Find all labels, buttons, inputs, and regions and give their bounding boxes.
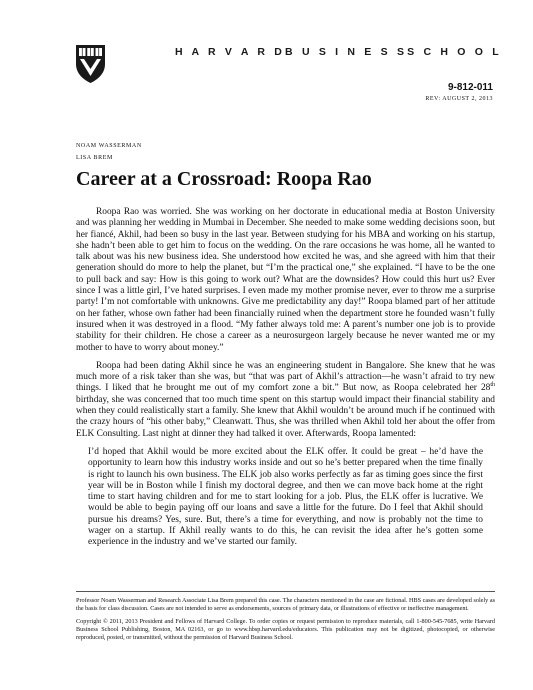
case-body [76, 207, 495, 549]
revision-date: REV: AUGUST 2, 2013 [425, 96, 493, 102]
body-paragraph [76, 361, 495, 440]
ordinal-suffix: th [490, 382, 495, 389]
case-title: Career at a Crossroad: Roopa Rao [76, 168, 372, 190]
footer-note: Professor Noam Wasserman and Research Associate Lisa Brem prepared this case. The characters mentioned in the case are fictional. HBS cases are developed solely as the basis for class discussion. Cases are not intended to serve as endorsements, sources of primary data, or illustrations of effective or ineffective management. [76, 597, 495, 612]
footer-copyright: Copyright © 2011, 2013 President and Fellows of Harvard College. To order copies or request permission to reproduce materials, call 1-800-545-7685, write Harvard Business School Publishing, Boston, MA 02163, or go to www.hbsp.harvard.edu/educators. This publication may not be digitized, photocopied, or otherwise reproduced, posted, or transmitted, without the permission of Harvard Business School. [76, 618, 495, 641]
masthead-word-harvard: H A R V A R D [175, 46, 286, 58]
body-paragraph: Roopa Rao was worried. She was working on her doctorate in educational media at Boston University and was planning her wedding in Mumbai in December. She needed to make some wedding decisions soon, but her fiancé, Akhil, had been so busy in the last year. Between studying for his MBA and working on his startup, she hadn’t been able to get him to focus on the wedding. On the rare occasions he was home, all he wanted to talk about was his new business idea. She understood how excited he was, and she agreed with him that their generation should do more to help the planet, but “I’m the practical one,” she explained. “I have to be the one to pull back and say: How is this going to work out? What are the downsides? How could this hurt us? Ever since I was a little girl, I’ve hated surprises. I even made my mother promise never, ever to throw me a surprise party! I’m not comfortable with unknowns. Give me predictability any day!” Roopa blamed part of her attitude on her father, whose own father had been financially ruined when the department store he founded wasn’t fully insured when it was destroyed in a flood. “My father always told me: A parent’s number one job is to provide stability for their children. He chose a career as a neurosurgeon largely because he never wanted me or my mother to have to worry about money.” [76, 207, 495, 353]
author-name: NOAM WASSERMAN [76, 143, 142, 149]
case-number: 9-812-011 [447, 82, 493, 93]
page-footer [76, 591, 495, 647]
author-name: LISA BREM [76, 155, 113, 161]
harvard-veritas-shield-icon [75, 44, 106, 84]
block-quote: I’d hoped that Akhil would be more excited about the ELK offer. It could be great – he’d have the opportunity to learn how this industry works inside and out so he’s better prepared when the time finally is right to launch his own business. The ELK job also works perfectly as far as timing goes since the first year will be in Boston while I finish my doctoral degree, and then we can move back home at the right time to start having children and for me to start looking for a job. Plus, the ELK offer is lucrative. We would be able to begin paying off our loans and save a little for the future. Do I feel that Akhil should pursue his dreams? Yes, sure. But, there’s a time for everything, and now is probably not the time to wager on a startup. If Akhil really wants to do this, he can revisit the idea after he’s gotten some experience in the industry and we’ve started our family. [88, 446, 483, 548]
school-masthead [175, 46, 502, 58]
body-text: birthday, she was concerned that too much time spent on this startup would impact their financial stability and when they could realistically start a family. She knew that Akhil wouldn’t be around much if he continued with the crazy hours of “his other baby,” Cleanwatt. Thus, she was thrilled when Akhil told her about the offer from ELK Consulting. Last night at dinner they had talked it over. Afterwards, Roopa lamented: [76, 394, 495, 439]
masthead-word-school: S C H O O L [407, 46, 502, 58]
author-list [76, 140, 142, 164]
body-text: Roopa had been dating Akhil since he was an engineering student in Bangalore. She knew that he was much more of a risk taker than she was, but “that was part of Akhil’s attraction—he wasn’t afraid to try new things. I liked that he brought me out of my comfort zone a bit.” But now, as Roopa celebrated her 28 [76, 360, 495, 394]
masthead-word-business: B U S I N E S S [285, 46, 408, 58]
